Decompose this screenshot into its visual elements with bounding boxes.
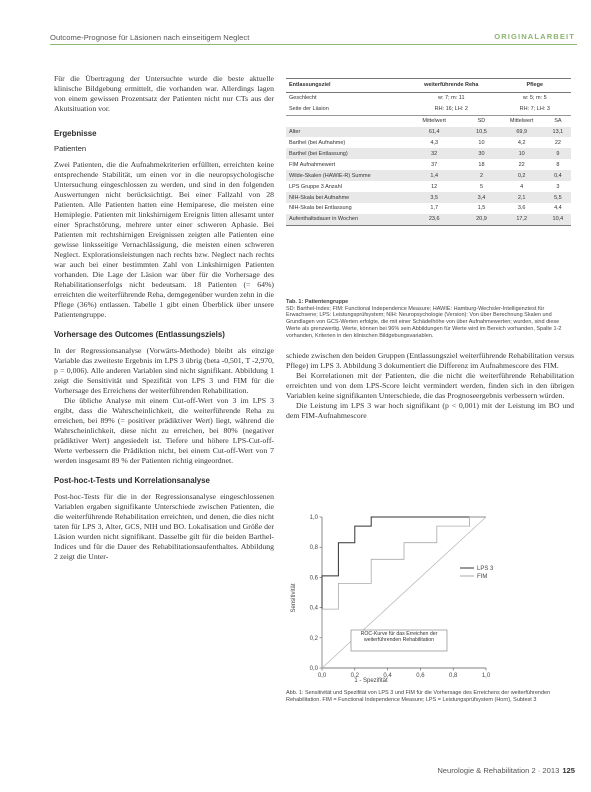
table-cell: Alter — [286, 127, 404, 138]
table-row — [286, 92, 571, 103]
x-tick-label: 0,0 — [317, 673, 327, 679]
table-cell: 0,4 — [545, 170, 571, 181]
table-cell: Mittelwert — [404, 115, 464, 126]
table-cell: Barthel (bei Entlassung) — [286, 148, 404, 159]
roc-chart — [286, 503, 516, 686]
x-tick-label: 0,2 — [350, 673, 359, 679]
right-column — [286, 351, 574, 421]
x-axis-label: 1 - Spezifität — [354, 678, 388, 684]
table-caption-text: SD: Barthel-Index; FIM: Functional Independence Measure; HAWIE: Hamburg-Wechsler-Intelligenztest für Erwachsene; LPS: Leistungsprüfsystem; NIH: Neuropsychologie (Version): Von über Berechnung Skalen und Grundlagen von GCS-Werten erfolgte, die mit einer Schädelhöhe von über Aufnahmewerten; wurden, sind diese Werte als grenzwertig. Werte, können bei 96% sein Abbildungen für Werte wird im Bereich vorhanden, Spalte 1-2 vorhanden, Kriterien in den klinischen Bildgebungsvariablen. — [286, 305, 562, 339]
table-cell: 3,5 — [404, 192, 464, 203]
inset-text: ROC-Kurve für das Erreichen der weiterführenden Rehabilitation — [360, 631, 438, 644]
legend — [460, 566, 494, 580]
table-cell: 2,1 — [499, 192, 545, 203]
table-cell: 18 — [478, 161, 485, 168]
table-cell: w: 5; m: 5 — [522, 94, 547, 101]
legend-label-fim: FIM — [477, 574, 488, 580]
x-tick-label: 0,6 — [416, 673, 425, 679]
table-cell: 4,2 — [517, 139, 526, 146]
table-cell: 4 — [520, 183, 524, 190]
heading-posthoc: Post-hoc-t-Tests und Korrelationsanalyse — [54, 476, 210, 485]
table-row — [286, 115, 571, 126]
legend-label-lps: LPS 3 — [477, 566, 494, 572]
table-header-cell: Entlassungsziel — [286, 79, 404, 93]
table-cell: NIH-Skala bei Entlassung — [289, 205, 352, 212]
table-cell: FIM Aufnahmewert — [289, 161, 336, 168]
right-paragraph-2: Bei Korrelationen mit der Patienten, die die nicht die weiterführende Rehabilitation erreichten und von dem LPS-Score leicht vermindert werden, finden sich in den übrigen Variablen keine signifikanten Unterschiede, die das Prognoseergebnis verbessern würden. — [286, 371, 574, 400]
table-cell: 3 — [556, 183, 560, 190]
table-row — [286, 148, 571, 159]
inset-text-container — [353, 631, 445, 651]
table-cell: 12 — [431, 183, 438, 190]
table-cell: 8 — [556, 161, 560, 168]
table-cell: Aufenthaltsdauer in Wochen — [286, 214, 404, 225]
y-tick-label: 1,0 — [309, 515, 318, 521]
table-cell: 22 — [518, 161, 525, 168]
table-row — [286, 170, 571, 181]
table-header-row — [286, 79, 571, 93]
table-row — [286, 104, 571, 115]
table-cell: 4,3 — [430, 139, 439, 146]
table-header-cell: Pflege — [499, 79, 571, 93]
table-cell: 2 — [464, 170, 498, 181]
x-tick-label: 1,0 — [481, 673, 491, 679]
table-cell: 4,4 — [554, 205, 562, 212]
table-header-cell: weiterführende Reha — [404, 79, 499, 93]
left-column — [54, 74, 274, 562]
table-row — [286, 214, 571, 225]
table-cell: Barthel (bei Aufnahme) — [289, 139, 346, 146]
page-number: 125 — [562, 766, 575, 775]
header-rule — [50, 44, 577, 45]
heading-outcome: Vorhersage des Outcomes (Entlassungsziels) — [54, 330, 225, 339]
table-caption — [286, 299, 574, 339]
table-cell: 5 — [479, 183, 483, 190]
table-row — [286, 203, 571, 214]
outcome-paragraph-2: Die übliche Analyse mit einem Cut-off-Wert von 3 im LPS 3 ergibt, dass die Wahrscheinlichkeit, die weiterführende Reha zu erreichen, bei 89% (= positiver prädiktiver Wert) liegt, während die Wahrscheinlichkeit, diese nicht zu erreichen, bei 80% (negativer prädiktiver Wert) angesiedelt ist. Tiefere und höhere LPS-Cut-off-Werte verbessern die Prädiktion nicht, bei einem Cut-off-Wert von 7 werden insgesamt 89 % der Patienten richtig eingeordnet. — [54, 396, 274, 465]
table-cell: RH: 16; LH: 2 — [434, 105, 468, 112]
table-cell: 1,7 — [430, 205, 439, 212]
y-tick-label: 0,6 — [309, 575, 318, 582]
y-axis-label: Sensitivität — [291, 583, 297, 613]
section-tag: ORIGINALARBEIT — [494, 32, 575, 41]
table-cell: 20,9 — [464, 214, 498, 225]
table-cell: 5,5 — [545, 192, 571, 203]
table-cell: 22 — [554, 139, 561, 146]
table-cell: 0,2 — [499, 170, 545, 181]
table-cell: 1,4 — [404, 170, 464, 181]
y-tick-label: 0,2 — [309, 635, 318, 642]
table-cell: 69,9 — [499, 127, 545, 138]
table-cell: 3,6 — [517, 205, 526, 212]
table-cell: SD — [464, 115, 498, 126]
table-cell: LPS Gruppe 3 Anzahl — [289, 183, 342, 190]
right-paragraph-1: schiede zwischen den beiden Gruppen (Entlassungsziel weiterführende Rehabilitation versus Pflege) im LPS 3. Abbildung 3 dokumentiert die Differenz im Aufnahmescore des FIM. — [286, 351, 574, 370]
table-cell: SA — [545, 115, 571, 126]
table-cell: 32 — [404, 148, 464, 159]
patients-paragraph: Zwei Patienten, die die Aufnahmekriterien erfüllten, erreichten keine entsprechende Stabilität, um einen vor in die neuropsychologische Untersuchung eingeschlossen zu werden, und sind in den folgenden Auswertungen nicht berücksichtigt. Bei einer Fallzahl von 28 Patienten. Alle Patienten hatten eine Hemiparese, die meisten eine Hemiplegie. Patienten mit linkshirnigem Ereignis litten allesamt unter einer Sprachstörung, mehrere unter einer schweren Aphasie. Bei Patienten mit rechtshirnigen Ereignissen zeigten alle Patienten eine gewisse linksseitige Vernachlässigung, die meisten einen schweren Neglect. Explorationsleistungen nach rechts bzw. Neglect nach rechts war auch bei einer bestimmten Zahl von Linkshirnigen Patienten vorhanden. Die Lage der Läsion war über für die Vorhersage des Rehabilitationserfolgs nicht bedeutsam. 18 Patienten (= 64%) erreichten die weiterführende Reha, demgegenüber wurden zehn in die Pflege (36%) entlassen. Tabelle 1 gibt einen Überblick über unsere Patientengruppe. — [54, 160, 274, 319]
heading-results: Ergebnisse — [54, 129, 97, 138]
table-row — [286, 127, 571, 138]
table-cell: w: 7; m: 11 — [438, 94, 465, 101]
posthoc-paragraph: Post-hoc-Tests für die in der Regressionsanalyse eingeschlossenen Variablen ergaben signifikante Unterschiede zwischen Patienten, die die weiterführende Rehabilitation erreichten, und denen, die dies nicht taten für LPS 3, Alter, GCS, NIH und BO. Lokalisation und Größe der Läsion wurden nicht signifikant. Dasselbe gilt für die beiden Barthel-Indices und für die Dauer des Rehabilitationsaufenthaltes. Abbildung 2 zeigt die Unter- — [54, 492, 274, 561]
table-cell: RH: 7; LH: 3 — [519, 105, 550, 112]
table-caption-label: Tab. 1: Patientengruppe — [286, 299, 349, 305]
table-cell: Mittelwert — [499, 115, 545, 126]
figure-caption: Abb. 1: Sensitivität und Spezifität von LPS 3 und FIM für die Vorhersage des Erreichens der weiterführenden Rehabilitation. FIM = Functional Independence Measure; LPS = Leistungsprüfsystem (Horn), Subtest 3 — [286, 690, 551, 703]
journal-name: Neurologie & Rehabilitation 2 · 2013 — [437, 766, 560, 775]
patient-table — [286, 78, 571, 226]
roc-figure — [286, 503, 516, 686]
table-row — [286, 181, 571, 192]
table-cell: 23,6 — [404, 214, 464, 225]
y-tick-label: 0,4 — [309, 605, 318, 612]
table-cell — [286, 115, 404, 126]
footer — [437, 766, 575, 775]
table-row — [286, 192, 571, 203]
y-tick-label: 0,8 — [309, 545, 318, 552]
table-row — [286, 137, 571, 148]
table-cell: 10,4 — [545, 214, 571, 225]
table-cell: 1,5 — [477, 205, 486, 212]
x-tick-label: 0,4 — [383, 673, 392, 679]
intro-paragraph: Für die Übertragung der Untersuchte wurde die beste aktuelle klinische Bildgebung ermittelt, die vorhanden war. Allerdings lagen von einem gewissen Prozentsatz der Patienten nicht nur CTs aus der Akutsituation vor. — [54, 74, 274, 113]
table-cell: 17,2 — [499, 214, 545, 225]
table-cell: Seite der Läsion — [289, 105, 329, 112]
table-cell: Geschlecht — [289, 94, 317, 101]
table-cell: 61,4 — [404, 127, 464, 138]
table-cell: 10 — [499, 148, 545, 159]
table-cell: 9 — [545, 148, 571, 159]
outcome-paragraph-1: In der Regressionsanalyse (Vorwärts-Methode) bleibt als einzige Variable das zweiteste Ergebnis im LPS 3 übrig (beta -0,501, T -2,970, p = 0,006). Alle anderen Variablen sind nicht signifikant. Abbildung 1 zeigt die Sensitivität und Spezifität von LPS 3 und FIM für die Vorhersage des Erreichens der weiterführenden Rehabilitation. — [54, 346, 274, 395]
y-tick-label: 0,0 — [309, 666, 318, 672]
table-cell: 13,1 — [545, 127, 571, 138]
table-cell: NIH-Skala bei Aufnahme — [286, 192, 404, 203]
table-cell: 10,5 — [464, 127, 498, 138]
table-cell: 37 — [431, 161, 438, 168]
table-row — [286, 159, 571, 170]
table-cell: 3,4 — [464, 192, 498, 203]
heading-patients: Patienten — [54, 144, 87, 153]
table-cell: 10 — [478, 139, 485, 146]
right-paragraph-3: Die Leistung im LPS 3 war hoch signifikant (p < 0,001) mit der Leistung im BO und dem FIM-Aufnahmescore — [286, 401, 574, 420]
table-cell: Wilde-Skalen (HAWIE-R) Summe — [286, 170, 404, 181]
table-cell: 30 — [464, 148, 498, 159]
running-head: Outcome-Prognose für Läsionen nach einseitigem Neglect — [50, 33, 250, 42]
x-tick-label: 0,8 — [449, 673, 458, 679]
